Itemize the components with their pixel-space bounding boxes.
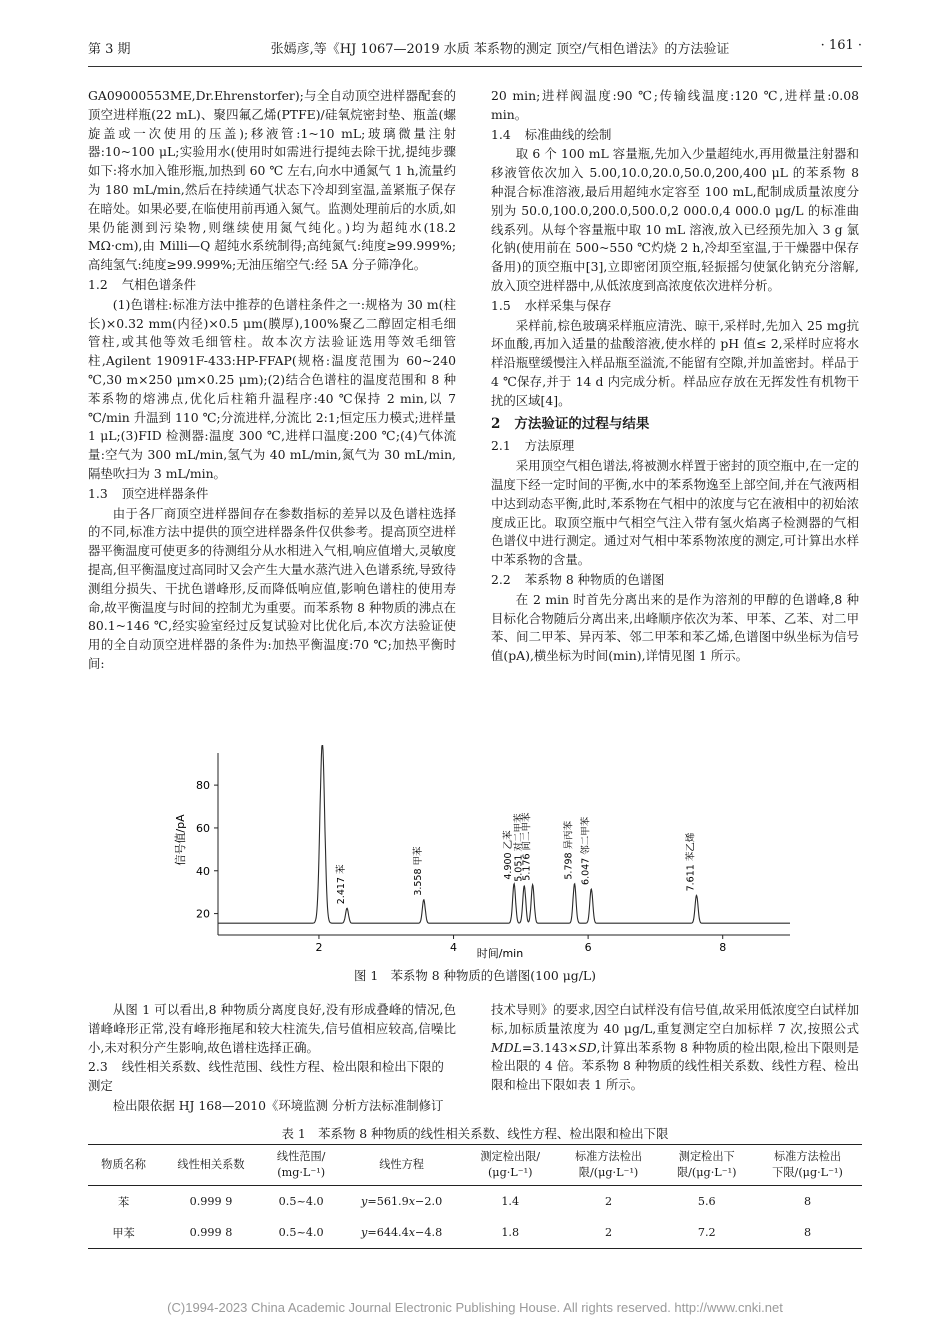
mdl-symbol: MDL [491, 1039, 522, 1055]
section-title: 苯系物 8 种物质的色谱图 [524, 571, 665, 587]
header-line: 限/(μg·L⁻¹) [578, 1166, 639, 1179]
cell-mdl: 1.4 [501, 1195, 520, 1208]
col-header-std-mdl [557, 1145, 661, 1186]
header-line: (μg·L⁻¹) [487, 1166, 533, 1179]
section-number: 2.3 [88, 1059, 108, 1075]
peak-label: 5.176 间二甲苯 [521, 812, 533, 881]
cell-correlation: 0.999 8 [159, 1217, 263, 1249]
section-title: 水样采集与保存 [524, 297, 612, 313]
section-number: 1.3 [88, 485, 108, 501]
header-line: 物质名称 [101, 1158, 146, 1171]
section-title: 顶空进样器条件 [121, 485, 209, 501]
section-1-2-heading [88, 276, 456, 295]
cell-range: 0.5~4.0 [278, 1195, 324, 1208]
y-tick-label: 80 [196, 779, 210, 793]
cell-mdl: 1.8 [464, 1217, 557, 1249]
y-tick-label: 60 [196, 821, 210, 835]
section-number: 2 [491, 415, 501, 432]
header-rule [88, 66, 862, 67]
col-header-correlation [159, 1145, 263, 1186]
cell-lql: 5.6 [697, 1195, 716, 1208]
section-title: 方法验证的过程与结果 [514, 415, 650, 432]
x-tick-label: 8 [719, 941, 727, 954]
y-tick-label: 40 [196, 864, 210, 878]
table-header-row [88, 1145, 862, 1186]
below-figure-right [491, 1001, 859, 1095]
cell-correlation: 0.999 9 [189, 1195, 233, 1208]
peak-label: 7.611 苯乙烯 [685, 832, 697, 892]
header-line: 测定检出下 [678, 1150, 735, 1163]
header-line: 线性范围/ [276, 1150, 326, 1163]
col-header-equation [339, 1145, 463, 1186]
section-number: 2.1 [491, 438, 511, 454]
sd-symbol: SD [578, 1039, 597, 1055]
left-column [88, 87, 456, 674]
cell-std-lql: 8 [753, 1217, 862, 1249]
section-2-heading [491, 415, 859, 434]
header-line: 线性方程 [379, 1158, 424, 1171]
col-header-substance [88, 1145, 159, 1186]
cell-substance: 甲苯 [88, 1217, 159, 1249]
reagents-paragraph: GA09000553ME,Dr.Ehrenstorfer);与全自动顶空进样器配套的顶空进样瓶(22 mL)、聚四氟乙烯(PTFE)/硅氧烷密封垫、瓶盖(螺旋盖或一次使用的压盖);移液管:1~10 mL;玻璃微量注射器:10~100 μL;实验用水(使用时如需进行提纯去除干扰,提纯步骤如下:将水加入锥形瓶,加热到 60 ℃ 左右,向水中通氮气 1 h,流量约为 180 mL/min,然后在持续通气状态下冷却到室温,盖紧瓶子保存在暗处。如果必要,在临使用前再通入氮气。监测处理前后的水质,如果仍能测到污染物,则继续使用氮气纯化。)均为超纯水(18.2 MΩ·cm),由 Milli—Q 超纯水系统制得;高纯氮气:纯度≥99.999%;高纯氢气:纯度≥99.999%;无油压缩空气:经 5A 分子筛净化。 [88, 88, 456, 273]
peak-label: 4.900 乙苯 [503, 830, 515, 880]
section-2-2-heading [491, 571, 859, 590]
cell-equation [339, 1186, 463, 1218]
section-1-4-heading [491, 126, 859, 145]
section-title: 标准曲线的绘制 [524, 126, 612, 142]
figure-caption: 图 1 苯系物 8 种物质的色谱图(100 μg/L) [354, 968, 596, 983]
cell-std-mdl: 2 [557, 1217, 661, 1249]
text-run: ,计算出苯系物 8 种物质的检出限,检出下限则是检出限的 4 倍。苯系物 8 种物质的线性相关系数、线性方程、检出限和检出下限如表 1 所示。 [491, 1039, 859, 1093]
section-title: 线性相关系数、线性范围、线性方程、检出限和检出下限的测定 [88, 1059, 444, 1094]
eq-var: y [361, 1226, 368, 1239]
section-2-1-heading [491, 437, 859, 456]
y-axis-label: 信号值/pA [174, 814, 187, 866]
col-header-std-lql [753, 1145, 862, 1186]
chromatogram-paragraph: 在 2 min 时首先分离出来的是作为溶剂的甲醇的色谱峰,8 种目标化合物随后分离出来,出峰顺序依次为苯、甲苯、乙苯、对二甲苯、间二甲苯、异丙苯、邻二甲苯和苯乙烯,色谱图中纵坐标为信号值(pA),横坐标为时间(min),详情见图 1 所示。 [491, 591, 859, 664]
cell-substance: 苯 [117, 1195, 130, 1209]
right-column [491, 87, 859, 666]
section-title: 方法原理 [524, 438, 575, 454]
headspace-continued-paragraph: 20 min;进样阀温度:90 ℃;传输线温度:120 ℃,进样量:0.08 min。 [491, 88, 859, 122]
section-number: 1.4 [491, 126, 511, 142]
detection-limit-paragraph: 检出限依据 HJ 168—2010《环境监测 分析方法标准制修订 [112, 1097, 444, 1113]
header-line: 下限/(μg·L⁻¹) [772, 1166, 843, 1179]
peak-label: 6.047 邻二甲苯 [580, 816, 592, 885]
cell-std-mdl: 2 [604, 1195, 613, 1208]
text-run: 技术导则》的要求,因空白试样没有信号值,故采用低浓度空白试样加标,加标质量浓度为 40 μg/L,重复测定空白加标样 7 次,按照公式 [491, 1002, 859, 1036]
cell-equation [339, 1217, 463, 1249]
running-header [88, 38, 862, 58]
eq-var: y [361, 1195, 368, 1208]
section-2-3-heading [88, 1058, 456, 1096]
x-tick-label: 6 [584, 941, 592, 954]
principle-paragraph: 采用顶空气相色谱法,将被测水样置于密封的顶空瓶中,在一定的温度下经一定时间的平衡,水中的苯系物逸至上部空间,并在气液两相中达到动态平衡,此时,苯系物在气相中的浓度与它在液相中的初始浓度成正比。取顶空瓶中气相空气注入带有氢火焰离子检测器的气相色谱仪中进行测定。通过对气相中苯系物浓度的测定,可计算出水样中苯系物的含量。 [491, 458, 859, 568]
table-row [88, 1186, 862, 1218]
calibration-paragraph: 取 6 个 100 mL 容量瓶,先加入少量超纯水,再用微量注射器和移液管依次加入 5.00,10.0,20.0,50.0,200,400 μL 的苯系物 8 种混合标准溶液,最后用超纯水定容至 100 mL,配制成质量浓度分别为 50.0,100.0,200.0,500.0,2 000.0,4 000.0 μg/L 的标准曲线系列。从每个容量瓶中取 10 mL 溶液,放入已经预先加入 3 g 氯化钠(使用前在 500~550 ℃灼烧 2 h,冷却至室温,于干燥器中保存备用)的顶空瓶中[3],立即密闭顶空瓶,轻振摇匀使氯化钠充分溶解,放入顶空进样器中,从低浓度到高浓度依次进样分析。 [491, 146, 859, 293]
section-1-5-heading [491, 297, 859, 316]
x-tick-label: 2 [315, 941, 323, 954]
results-table [88, 1144, 862, 1249]
cell-lql: 7.2 [660, 1217, 753, 1249]
section-number: 1.2 [88, 276, 108, 292]
text-run: =3.143× [521, 1039, 579, 1055]
gc-conditions-paragraph: (1)色谱柱:标准方法中推荐的色谱柱条件之一:规格为 30 m(柱长)×0.32 mm(内径)×0.5 μm(膜厚),100%聚乙二醇固定相毛细管柱,或其他等效毛细管柱。故本次方法验证选用等效毛细管柱,Agilent 19091F-433:HP-FFAP(规格:温度范围为 60~240 ℃,30 m×250 μm×0.25 μm);(2)结合色谱柱的温度范围和 8 种苯系物的熔沸点,优化后柱箱升温程序:40 ℃保持 2 min,以 7 ℃/min 升温到 110 ℃;分流进样,分流比 2:1;恒定压力模式;进样量 1 μL;(3)FID 检测器:温度 300 ℃,进样口温度:200 ℃;(4)气体流量:空气为 300 mL/min,氢气为 40 mL/min,氮气为 30 mL/min,隔垫吹扫为 3 mL/min。 [88, 296, 456, 481]
header-line: 限/(μg·L⁻¹) [676, 1166, 737, 1179]
section-number: 2.2 [491, 571, 511, 587]
peak-label: 3.558 甲苯 [412, 846, 424, 896]
x-axis-label: 时间/min [476, 947, 524, 960]
eq-part: −2.0 [415, 1195, 443, 1208]
chromatogram-chart [160, 745, 800, 960]
issue-number: 第 3 期 [88, 42, 131, 57]
col-header-lql [660, 1145, 753, 1186]
section-number: 1.5 [491, 297, 511, 313]
sampling-paragraph: 采样前,棕色玻璃采样瓶应清洗、晾干,采样时,先加入 25 mg抗坏血酸,再加入适量的盐酸溶液,使水样的 pH 值≤ 2,采样时应将水样沿瓶壁缓慢注入样品瓶至溢流,不能留有空隙,并加盖密封。样品于 4 ℃保存,并于 14 d 内完成分析。样品应存放在无挥发性有机物干扰的区域[4]。 [491, 317, 859, 408]
section-1-3-heading [88, 485, 456, 504]
cell-range: 0.5~4.0 [263, 1217, 340, 1249]
table-caption: 表 1 苯系物 8 种物质的线性相关系数、线性方程、检出限和检出下限 [281, 1126, 669, 1141]
eq-part: =561.9 [367, 1195, 409, 1208]
running-title: 张嫣彦,等《HJ 1067—2019 水质 苯系物的测定 顶空/气相色谱法》的方法验证 [270, 42, 730, 57]
page-number: · 161 · [820, 38, 862, 53]
header-line: 标准方法检出 [574, 1150, 643, 1163]
header-line: (mg·L⁻¹) [277, 1166, 326, 1179]
peak-label: 5.051 对二甲苯 [513, 813, 525, 882]
header-line: 线性相关系数 [177, 1158, 245, 1171]
peak-label: 2.417 苯 [336, 864, 348, 905]
header-line: 测定检出限/ [480, 1150, 541, 1163]
eq-var: x [408, 1195, 416, 1208]
chromatogram-analysis-paragraph: 从图 1 可以看出,8 种物质分离度良好,没有形成叠峰的情况,色谱峰峰形正常,没有峰形拖尾和较大柱流失,信号值相应较高,信噪比小,未对积分产生影响,故色谱柱选择正确。 [88, 1002, 456, 1055]
x-tick-label: 4 [450, 941, 458, 954]
header-line: 标准方法检出 [773, 1150, 842, 1163]
cell-std-lql: 8 [803, 1195, 812, 1208]
detection-limit-continued [491, 1001, 859, 1095]
table-row [88, 1217, 862, 1249]
col-header-range [263, 1145, 340, 1186]
below-figure-left [88, 1001, 456, 1116]
chromatogram-figure [160, 745, 800, 960]
peak-label: 5.798 异丙苯 [563, 820, 575, 880]
copyright-footer: (C)1994-2023 China Academic Journal Electronic Publishing House. All rights reserved. http://www.cnki.net [167, 1300, 783, 1315]
section-title: 气相色谱条件 [121, 276, 197, 292]
eq-part: =644.4 [367, 1226, 409, 1239]
col-header-mdl [464, 1145, 557, 1186]
eq-part: −4.8 [415, 1226, 443, 1239]
eq-var: x [408, 1226, 416, 1239]
headspace-conditions-paragraph: 由于各厂商顶空进样器间存在参数指标的差异以及色谱柱选择的不同,标准方法中提供的顶空进样器条件仅供参考。提高顶空进样器平衡温度可使更多的待测组分从水相进入气相,响应值增大,灵敏度提高,但平衡温度过高同时又会产生大量水蒸汽进入色谱系统,导致待测组分损失、干扰色谱峰形,反而降低响应值,影响色谱柱的使用寿命,故平衡温度与时间的控制尤为重要。而苯系物 8 种物质的沸点在 80.1~146 ℃,经实验室经过反复试验对比优化后,本次方法验证使用的全自动顶空进样器的条件为:加热平衡温度:70 ℃;加热平衡时间: [88, 505, 456, 671]
y-tick-label: 20 [196, 907, 210, 921]
